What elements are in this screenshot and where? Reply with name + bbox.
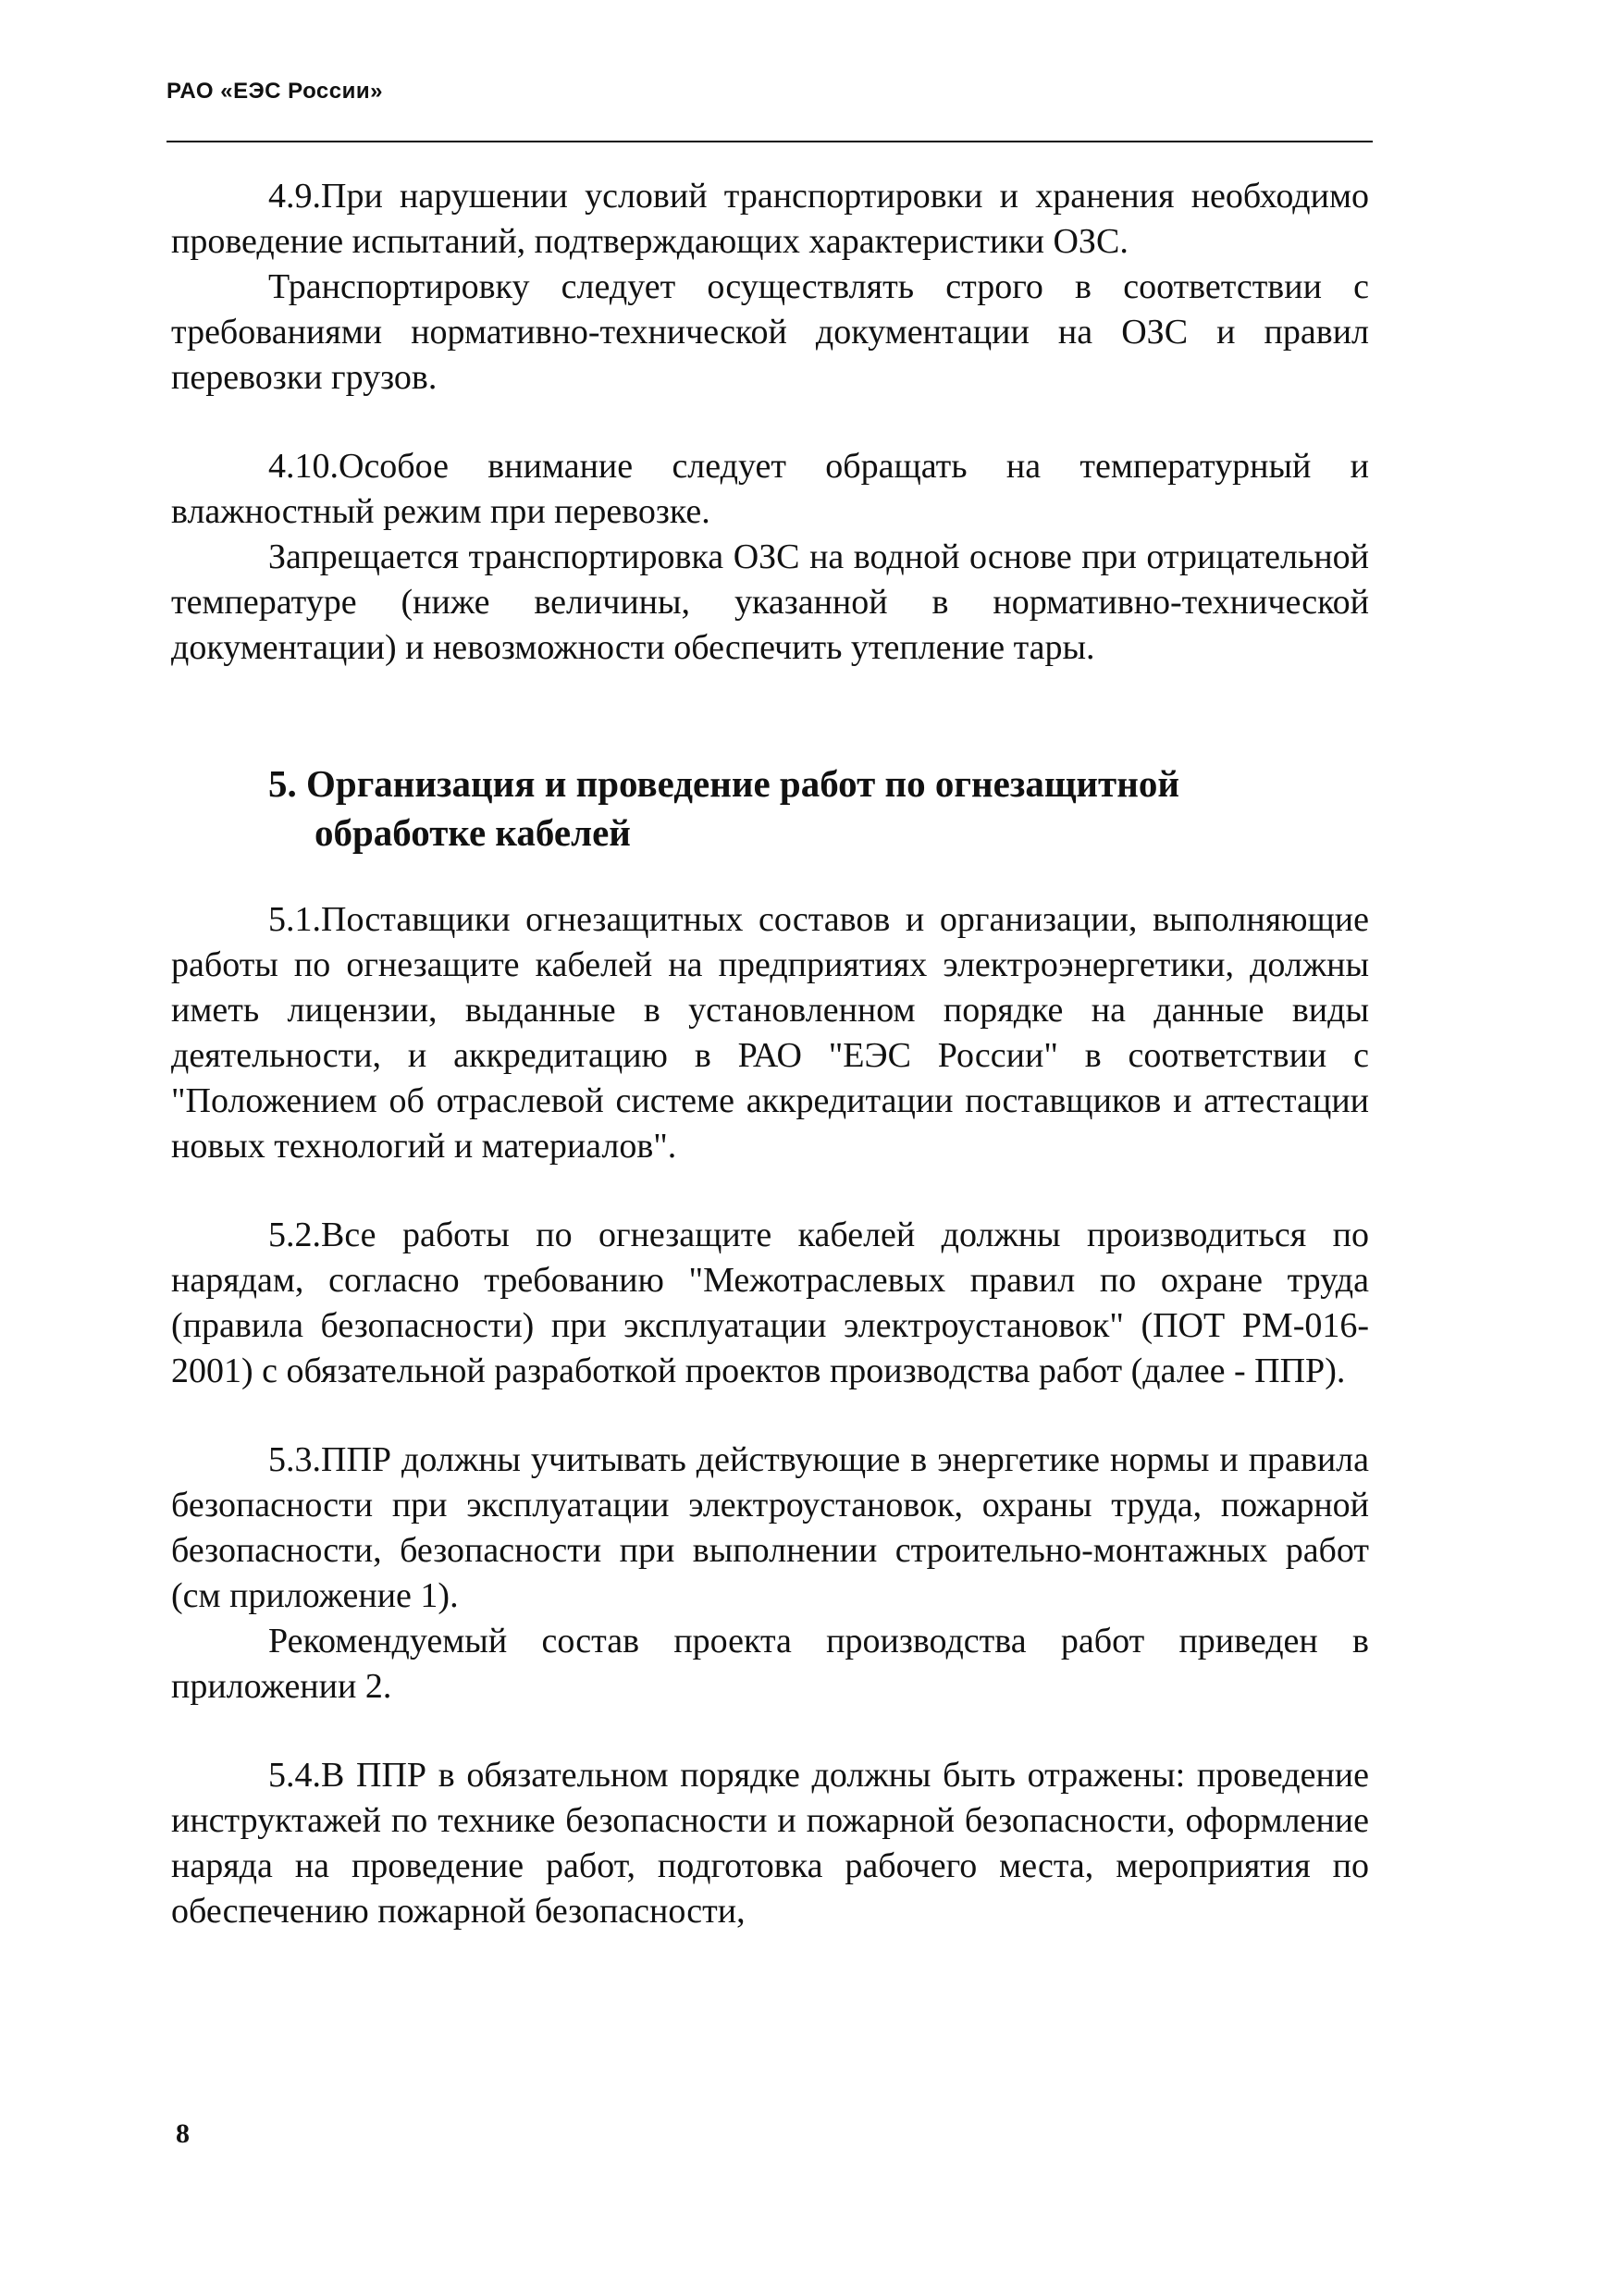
paragraph-4-10: 4.10.Особое внимание следует обращать на температурный и влажностный режим при перевозке. [171, 447, 1369, 531]
paragraph-5-2: 5.2.Все работы по огнезащите кабелей должны производиться по нарядам, согласно требованию "Межотраслевых правил по охране труда (правила безопасности) при эксплуатации электроустановок" (ПОТ РМ-016-2001) с обязательной разработкой проектов производства работ (далее - ППР). [171, 1216, 1369, 1390]
section-5-heading-line2: обработке кабелей [315, 811, 631, 854]
document-header: РАО «ЕЭС России» [167, 79, 383, 104]
page-number: 8 [176, 2118, 190, 2149]
section-5-heading [268, 759, 1369, 858]
paragraph-5-4: 5.4.В ППР в обязательном порядке должны быть отражены: проведение инструктажей по технике безопасности и пожарной безопасности, оформление наряда на проведение работ, подготовка рабочего места, мероприятия по обеспечению пожарной безопасности, [171, 1756, 1369, 1931]
paragraph-5-3: 5.3.ППР должны учитывать действующие в энергетике нормы и правила безопасности при эксплуатации электроустановок, охраны труда, пожарной безопасности, безопасности при выполнении строительно-монтажных работ (см приложение 1). [171, 1440, 1369, 1615]
header-divider [167, 141, 1373, 142]
page-body [171, 174, 1369, 1934]
paragraph-4-10-prohibition: Запрещается транспортировка ОЗС на водной основе при отрицательной температуре (ниже величины, указанной в нормативно-технической документации) и невозможности обеспечить утепление тары. [171, 537, 1369, 667]
paragraph-4-9: 4.9.При нарушении условий транспортировки и хранения необходимо проведение испытаний, подтверждающих характеристики ОЗС. [171, 177, 1369, 261]
section-5-heading-line1: 5. Организация и проведение работ по огнезащитной [268, 762, 1179, 805]
paragraph-4-9-transport: Транспортировку следует осуществлять строго в соответствии с требованиями нормативно-технической документации на ОЗС и правил перевозки грузов. [171, 267, 1369, 397]
paragraph-5-1: 5.1.Поставщики огнезащитных составов и организации, выполняющие работы по огнезащите кабелей на предприятиях электроэнергетики, должны иметь лицензии, выданные в установленном порядке на данные виды деятельности, и аккредитацию в РАО "ЕЭС России" в соответствии с "Положением об отраслевой системе аккредитации поставщиков и аттестации новых технологий и материалов". [171, 900, 1369, 1166]
paragraph-5-3-recommended: Рекомендуемый состав проекта производства работ приведен в приложении 2. [171, 1622, 1369, 1706]
